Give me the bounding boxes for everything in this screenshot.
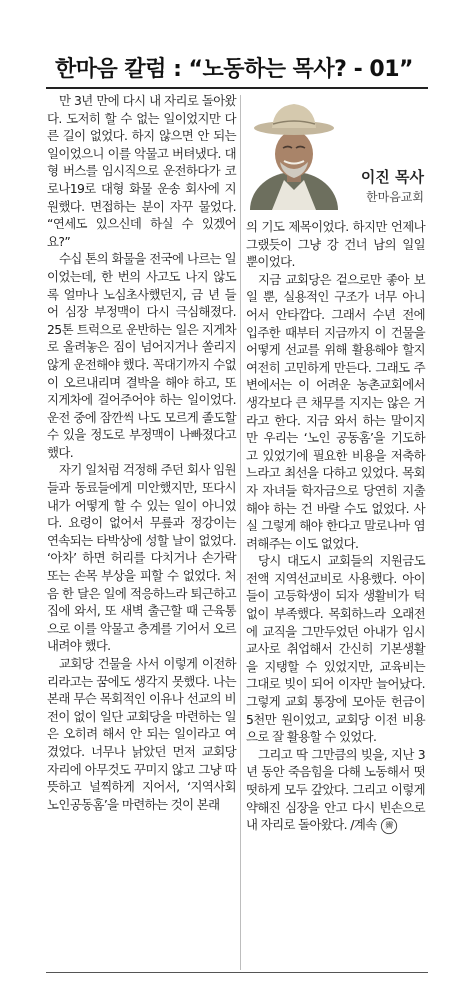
article-right-column bbox=[246, 218, 425, 835]
author-church: 한마음교회 bbox=[366, 190, 424, 204]
column-title: 한마음 칼럼 : “노동하는 목사? - 01” bbox=[55, 57, 413, 82]
paragraph: 만 3년 만에 다시 내 자리로 돌아왔다. 도저히 할 수 없는 일이었지만 다른 길이 없었다. 하지 않으면 안 되는 일이었으니 이를 악물고 버텨냈다. 대형 버스를 임시직으로 운전하다가 코로나19로 대형 화물 운송 회사에 지원했다. 면접하는 분이 자꾸 물었다. “연세도 있으신데 하실 수 있겠어요?” bbox=[47, 93, 236, 249]
paragraph: 교회당 건물을 사서 이렇게 이전하리라고는 꿈에도 생각지 못했다. 나는 본래 무슨 목회적인 이유나 선교의 비전이 없이 일단 교회당을 마련하는 일은 오히려 해서 안 되는 일이라고 여겼었다. 너무나 낡았던 먼저 교회당 자리에 아무것도 꾸미지 않고 그냥 따뜻하고 널찍하게 지어서, ‘지역사회 노인공동홈’을 마련하는 것이 본래 bbox=[47, 656, 236, 812]
paragraph: 당시 대도시 교회들의 지원금도 전액 지역선교비로 사용했다. 아이들이 고등학생이 되자 생활비가 턱없이 부족했다. 목회하느라 오래전에 교직을 그만두었던 아내가 임시교사로 취업해서 간신히 기본생활을 지탱할 수 있었지만, 교육비는 그대로 빚이 되어 이자만 늘어났다. 그렇게 교회 통장에 모아둔 헌금이 5천만 원이었고, 교회당 이전 비용으로 잘 활용할 수 있었다. bbox=[246, 553, 425, 745]
author-name: 이진 목사 bbox=[360, 168, 424, 186]
paragraph: 의 기도 제목이었다. 하지만 언제나 그랬듯이 그냥 강 건너 남의 일일 뿐이었다. bbox=[246, 219, 425, 270]
article-left-column bbox=[47, 92, 236, 813]
author-seal: 霽 bbox=[381, 818, 397, 834]
closing-paragraph-text: 그리고 딱 그만큼의 빚을, 지난 3년 동안 죽음힘을 다해 노동해서 떳떳하게 모두 갚았다. 그리고 이렇게 약해진 심장을 안고 다시 빈손으로 내 자리로 돌아왔다. /계속 bbox=[246, 746, 425, 833]
paragraph bbox=[246, 746, 425, 835]
author-photo bbox=[250, 98, 338, 210]
paragraph: 자기 일처럼 걱정해 주던 회사 임원들과 동료들에게 미안했지만, 또다시 내가 어떻게 할 수 있는 일이 아니었다. 요령이 없어서 무릎과 정강이는 연속되는 타박상에 성할 날이 없었다. ‘아차’ 하면 허리를 다치거나 손가락 또는 손목 부상을 피할 수 없었다. 처음 한 달은 일에 적응하느라 퇴근하고 집에 와서, 또 새벽 출근할 때 근육통으로 이를 악물고 층계를 기어서 오르내려야 했다. bbox=[47, 462, 236, 654]
bottom-rule bbox=[46, 972, 428, 973]
paragraph: 지금 교회당은 겉으로만 좋아 보일 뿐, 실용적인 구조가 너무 아니어서 안타깝다. 그래서 수년 전에 입주한 때부터 지금까지 이 건물을 어떻게 선교를 위해 활용해야 할지 여전히 고민하게 만든다. 그래도 주변에서는 이 어려운 농촌교회에서 생각보다 큰 채무를 지지는 않은 거라고 한다. 지금 와서 하는 말이지만 우리는 ‘노인 공동홈’을 기도하고 있었기에 필요한 비용을 저축하느라고 최선을 다하고 있었다. 목회자 자녀들 학자금으로 당연히 지출해야 하는 건 바랄 수도 없었다. 사실 그렇게 해야 한다고 말로나마 염려해주는 이도 없었다. bbox=[246, 271, 425, 551]
column-divider bbox=[240, 95, 241, 970]
paragraph: 수십 톤의 화물을 전국에 나르는 일이었는데, 한 번의 사고도 나지 않도록 얼마나 노심초사했던지, 금 년 들어 심장 부정맥이 다시 극심해졌다. 25톤 트럭으로 운반하는 일은 지게차로 올려놓은 짐이 넘어지거나 쏠리지 않게 운전해야 했다. 꼭대기까지 수없이 오르내리며 결박을 해야 하고, 또 지게차에 걸어주어야 하는 일이었다. 운전 중에 잠깐씩 나도 모르게 졸도할 수 있을 정도로 부정맥이 나빠졌다고 했다. bbox=[47, 251, 236, 460]
title-rule bbox=[46, 87, 428, 89]
